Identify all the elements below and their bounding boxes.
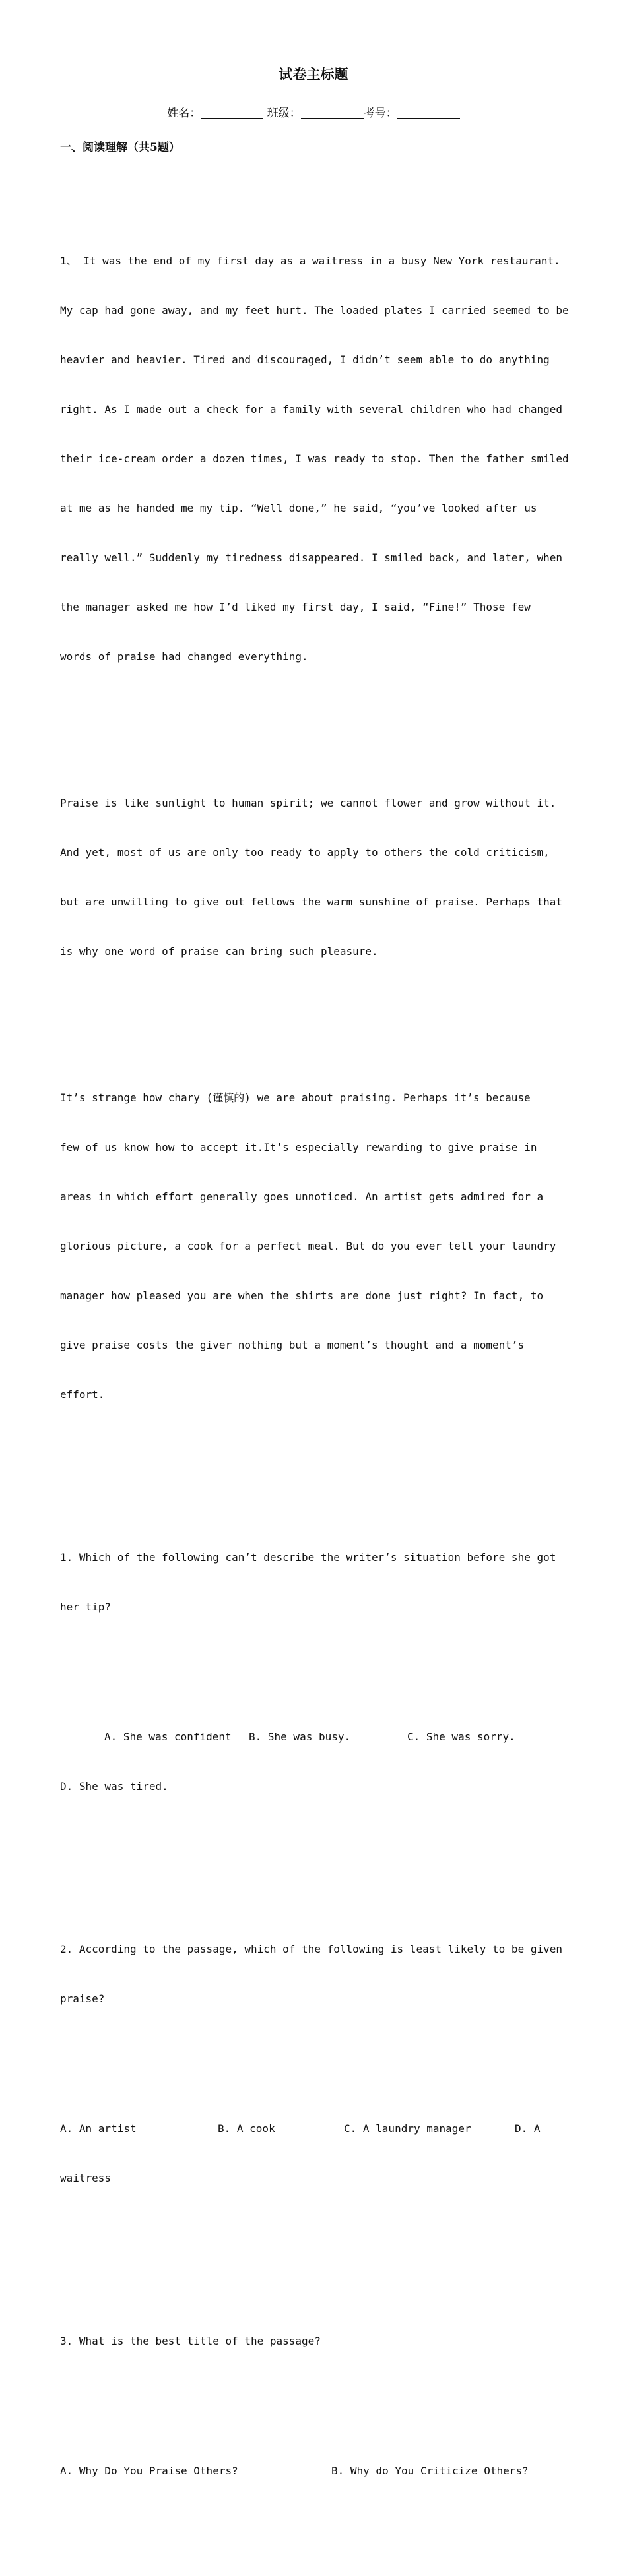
passage-line: manager how pleased you are when the shirts are done just right? In fact, to	[60, 1289, 544, 1302]
option-d-continued: waitress	[60, 2172, 112, 2184]
question-1-stem	[60, 1516, 575, 1648]
passage-line: give praise costs the giver nothing but a moment’s thought and a moment’s	[60, 1339, 525, 1351]
question-line: 1. Which of the following can’t describe the writer’s situation before she got	[60, 1551, 556, 1564]
option-b: B. She was busy.	[249, 1731, 351, 1743]
name-label: 姓名：	[167, 107, 201, 120]
option-row	[60, 1729, 575, 1745]
passage-line: at me as he handed me my tip. “Well done,” he said, “you’ve looked after us	[60, 502, 537, 514]
passage-paragraph-3	[60, 1057, 575, 1436]
question-line: her tip?	[60, 1601, 112, 1613]
option-a: A. Why Do You Praise Others?	[60, 2465, 238, 2477]
option-row	[60, 2120, 575, 2137]
option-a: A. An artist	[60, 2122, 137, 2135]
passage-line: really well.” Suddenly my tiredness disappeared. I smiled back, and later, when	[60, 551, 562, 564]
passage-line: effort.	[60, 1388, 105, 1401]
option-row	[60, 2170, 575, 2186]
number-label: 考号：	[363, 107, 397, 120]
passage-line: And yet, most of us are only too ready to apply to others the cold criticism,	[60, 846, 550, 859]
question-3-stem	[60, 2300, 575, 2382]
number-blank	[397, 106, 460, 119]
passage-line: the manager asked me how I’d liked my first day, I said, “Fine!” Those few	[60, 601, 531, 613]
option-a: A. She was confident	[104, 1731, 232, 1743]
option-b: B. A cook	[218, 2122, 275, 2135]
question-3-options	[60, 2430, 575, 2512]
option-d: D. She was tired.	[60, 1780, 168, 1793]
question-line: praise?	[60, 1992, 105, 2005]
passage-line: their ice-cream order a dozen times, I was ready to stop. Then the father smiled	[60, 452, 569, 465]
section-heading: 一、阅读理解（共5题）	[60, 141, 180, 154]
option-c: C. A laundry manager	[344, 2122, 471, 2135]
question-2-stem	[60, 1908, 575, 2040]
passage-line: right. As I made out a check for a family with several children who had changed	[60, 403, 562, 415]
option-d: D. A	[515, 2122, 541, 2135]
passage-line: Praise is like sunlight to human spirit; we cannot flower and grow without it.	[60, 797, 556, 809]
passage-line: glorious picture, a cook for a perfect meal. But do you ever tell your laundry	[60, 1240, 556, 1252]
passage-paragraph-1	[60, 220, 575, 698]
passage-line: It’s strange how chary (谨慎的) we are about praising. Perhaps it’s because	[60, 1091, 531, 1104]
passage-line: 1、 It was the end of my first day as a waitress in a busy New York restaurant.	[60, 255, 560, 267]
passage-line: areas in which effort generally goes unnoticed. An artist gets admired for a	[60, 1190, 544, 1203]
option-b: B. Why do You Criticize Others?	[331, 2465, 529, 2477]
question-1-options	[60, 1696, 575, 1827]
passage-paragraph-2	[60, 762, 575, 993]
class-label: 班级：	[267, 107, 301, 120]
passage-line: words of praise had changed everything.	[60, 650, 308, 663]
option-row	[60, 1778, 575, 1794]
reading-content	[60, 170, 575, 2576]
question-line: 3. What is the best title of the passage?	[60, 2335, 321, 2347]
option-c: C. She was sorry.	[407, 1731, 515, 1743]
passage-line: is why one word of praise can bring such pleasure.	[60, 945, 378, 958]
name-blank	[201, 106, 263, 119]
passage-line: heavier and heavier. Tired and discouraged, I didn’t seem able to do anything	[60, 353, 550, 366]
class-blank	[301, 106, 364, 119]
option-row	[60, 2463, 575, 2479]
student-info-line	[0, 105, 627, 122]
question-line: 2. According to the passage, which of the following is least likely to be given	[60, 1943, 562, 1955]
passage-line: few of us know how to accept it.It’s especially rewarding to give praise in	[60, 1141, 537, 1153]
exam-title: 试卷主标题	[279, 66, 348, 82]
passage-line: but are unwilling to give out fellows the warm sunshine of praise. Perhaps that	[60, 896, 562, 908]
passage-line: My cap had gone away, and my feet hurt. The loaded plates I carried seemed to be	[60, 304, 569, 317]
question-2-options	[60, 2087, 575, 2219]
